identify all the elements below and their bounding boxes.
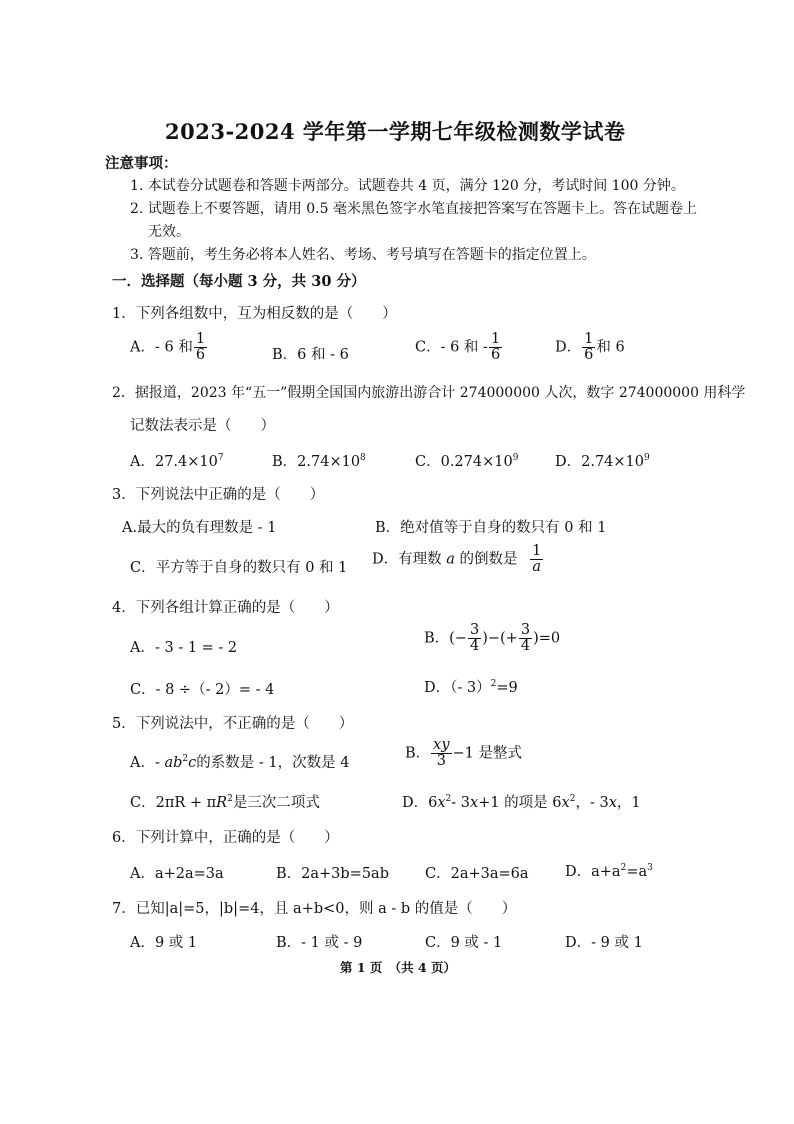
q7-option-d: D．- 9 或 1: [565, 935, 643, 951]
q4-option-d: D．（- 3）$^2$=9: [424, 679, 518, 696]
notice-item-2-cont: 无效。: [148, 224, 190, 240]
notice-item-2: 2. 试题卷上不要答题，请用 0.5 毫米黑色签字水笔直接把答案写在答题卡上。答在试题卷上: [130, 201, 697, 217]
q3-stem: 3．下列说法中正确的是（ ）: [112, 487, 325, 503]
fraction: $\frac{1}{a}$: [532, 543, 542, 576]
q2-stem-1: 2．据报道，2023 年“五一”假期全国国内旅游出游合计 274000000 人次，数字 274000000 用科学: [112, 385, 746, 401]
q5-option-b: B． $\frac{xy}{3}$ −1 是整式: [405, 737, 523, 770]
q6-option-d: D．$a+a^2=a^3$: [565, 863, 653, 880]
exam-title: 2023-2024 学年第一学期七年级检测数学试卷: [165, 119, 626, 144]
q7-option-a: A．9 或 1: [130, 935, 198, 951]
notice-item-3: 3. 答题前，考生务必将本人姓名、考场、考号填写在答题卡的指定位置上。: [130, 247, 596, 263]
q6-option-a: A．a+2a=3a: [130, 866, 224, 882]
q6-option-b: B．2a+3b=5ab: [276, 866, 389, 882]
q1-option-c: C．- 6 和 - $\frac{1}{6}$: [415, 331, 501, 364]
q2-stem-2: 记数法表示是（ ）: [130, 418, 275, 434]
q1-stem: 1．下列各组数中，互为相反数的是（ ）: [112, 306, 397, 322]
q4-stem: 4．下列各组计算正确的是（ ）: [112, 600, 339, 616]
q6-option-c: C．2a+3a=6a: [425, 866, 529, 882]
fraction: $\frac{xy}{3}$: [433, 737, 450, 770]
fraction: $\frac{3}{4}$: [469, 622, 480, 655]
q2-option-a: A．$27.4\times 10^7$: [130, 453, 224, 470]
q5-option-d: D．$6x^2-$ 3x+1 的项是 $6x^2$，- 3x，1: [402, 794, 641, 811]
q3-option-b: B．绝对值等于自身的数只有 0 和 1: [375, 520, 607, 536]
notice-item-1: 1. 本试卷分试题卷和答题卡两部分。试题卷共 4 页，满分 120 分，考试时间 100 分钟。: [130, 178, 685, 194]
q5-option-a: A．- $ab^2c$的系数是 - 1，次数是 4: [130, 754, 350, 771]
section-heading: 一．选择题（每小题 3 分，共 30 分）: [112, 273, 366, 290]
fraction: $\frac{3}{4}$: [520, 622, 531, 655]
q3-option-a: A.最大的负有理数是 - 1: [122, 520, 277, 536]
q7-option-c: C．9 或 - 1: [425, 935, 503, 951]
fraction: $\frac{1}{6}$: [490, 331, 501, 364]
q6-stem: 6．下列计算中，正确的是（ ）: [112, 830, 339, 846]
q2-option-c: C．$0.274\times 10^9$: [415, 453, 519, 470]
q4-option-c: C．- 8 ÷（- 2）= - 4: [130, 682, 275, 698]
q5-stem: 5．下列说法中，不正确的是（ ）: [112, 716, 354, 732]
q7-stem: 7．已知|a|=5，|b|=4，且 a+b<0，则 a - b 的值是（ ）: [112, 901, 517, 917]
notice-heading: 注意事项：: [105, 155, 178, 172]
q1-option-a: A．- 6 和 $\frac{1}{6}$: [130, 331, 206, 364]
q1-option-d: D． $\frac{1}{6}$ 和 6: [555, 331, 625, 364]
fraction: $\frac{1}{6}$: [195, 331, 206, 364]
q3-option-d: D．有理数 a 的倒数是 $\frac{1}{a}$: [372, 543, 542, 576]
q3-option-c: C．平方等于自身的数只有 0 和 1: [130, 560, 348, 576]
q5-option-c: C．$2\pi R + \pi R^2$是三次二项式: [130, 794, 320, 811]
q4-option-a: A．- 3 - 1 = - 2: [130, 640, 238, 656]
page-footer: 第 1 页 （共 4 页）: [340, 960, 457, 975]
q7-option-b: B．- 1 或 - 9: [276, 935, 363, 951]
fraction: $\frac{1}{6}$: [584, 331, 594, 364]
q2-option-b: B．$2.74\times 10^8$: [272, 453, 366, 470]
q4-option-b: B．(− $\frac{3}{4}$ )−(+ $\frac{3}{4}$ )=0: [424, 622, 561, 655]
q1-option-b: B．6 和 - 6: [272, 347, 349, 363]
q2-option-d: D．$2.74\times 10^9$: [555, 453, 650, 470]
